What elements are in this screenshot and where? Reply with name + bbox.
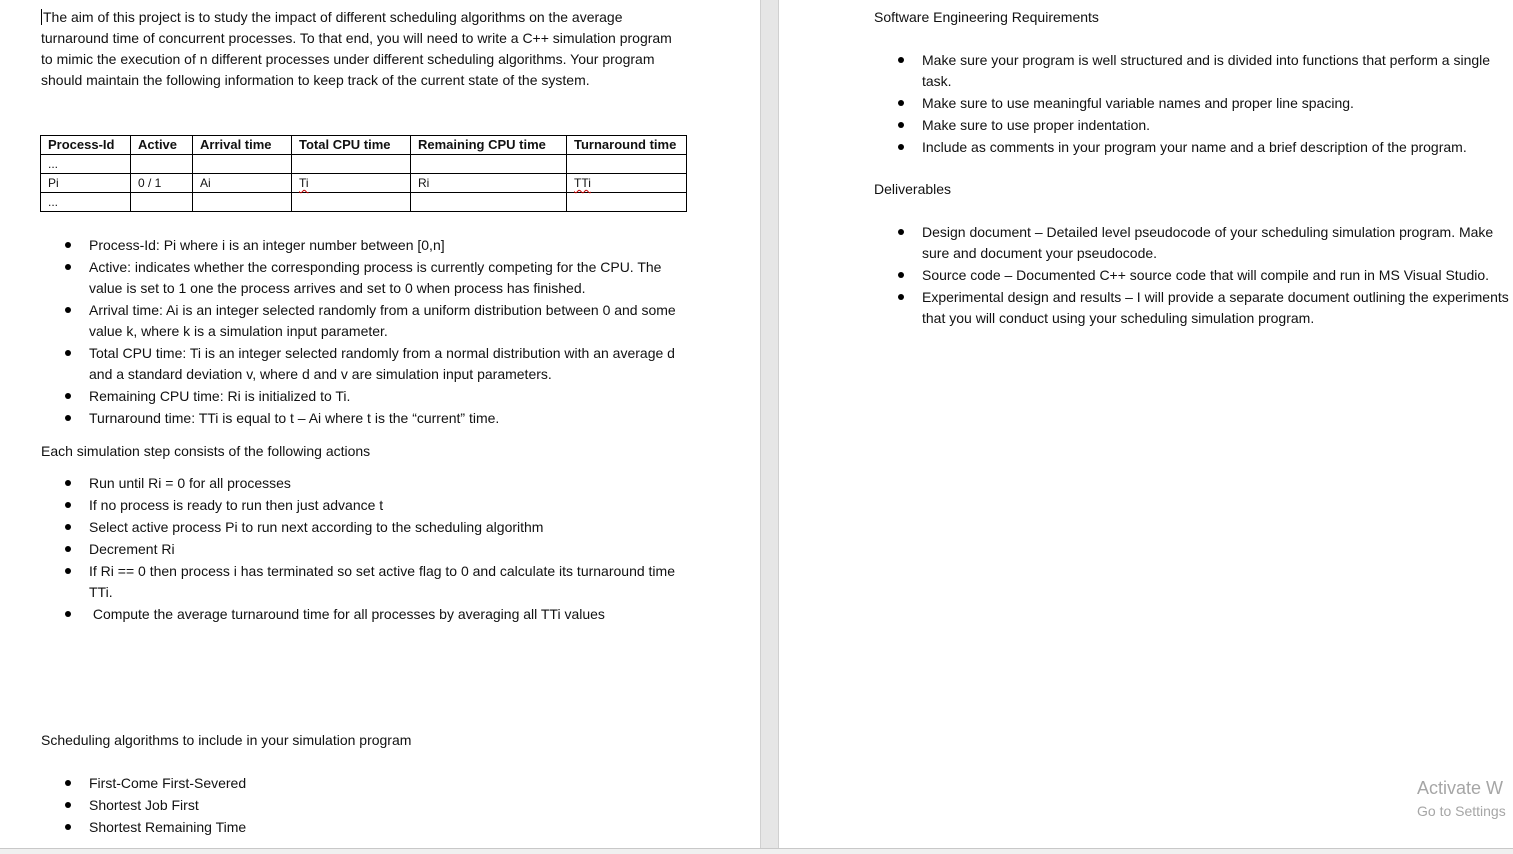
- text-cursor: [41, 9, 42, 25]
- list-item: Run until Ri = 0 for all processes: [41, 473, 681, 494]
- scheduling-algorithms-heading: Scheduling algorithms to include in your simulation program: [41, 732, 412, 748]
- table-row: [41, 174, 687, 193]
- list-item: Total CPU time: Ti is an integer selected randomly from a normal distribution with an average d and a standard deviation v, where d and v are simulation input parameters.: [41, 343, 681, 385]
- table-cell: Ri: [411, 174, 567, 193]
- software-engineering-list: [874, 50, 1513, 159]
- table-cell: Pi: [41, 174, 131, 193]
- list-item: Make sure your program is well structured and is divided into functions that perform a single task.: [874, 50, 1513, 92]
- page-gutter: [760, 0, 779, 848]
- bullet-icon: [65, 524, 71, 530]
- table-header: Active: [131, 136, 193, 155]
- bullet-icon: [65, 546, 71, 552]
- bullet-icon: [65, 611, 71, 617]
- list-item: First-Come First-Severed: [41, 773, 681, 794]
- simulation-step-heading: Each simulation step consists of the following actions: [41, 443, 371, 459]
- table-cell: [193, 193, 292, 212]
- table-cell: [411, 193, 567, 212]
- bullet-icon: [898, 100, 904, 106]
- list-item: Arrival time: Ai is an integer selected randomly from a uniform distribution between 0 and some value k, where k is a simulation input parameter.: [41, 300, 681, 342]
- table-cell: [292, 193, 411, 212]
- table-cell: [292, 155, 411, 174]
- deliverables-list: [874, 222, 1513, 330]
- table-row: [41, 155, 687, 174]
- table-cell: Ti: [292, 174, 411, 193]
- table-row: [41, 193, 687, 212]
- bullet-icon: [65, 393, 71, 399]
- table-header-row: [41, 136, 687, 155]
- bullet-icon: [898, 144, 904, 150]
- table-cell: TTi: [567, 174, 687, 193]
- table-header: Arrival time: [193, 136, 292, 155]
- list-item: Turnaround time: TTi is equal to t – Ai where t is the “current” time.: [41, 408, 681, 429]
- bullet-icon: [65, 350, 71, 356]
- scheduling-algorithm-list: [41, 773, 681, 839]
- table-header: Process-Id: [41, 136, 131, 155]
- table-cell: Ai: [193, 174, 292, 193]
- table-cell: [131, 155, 193, 174]
- table-cell: [411, 155, 567, 174]
- bullet-icon: [65, 307, 71, 313]
- list-item: If no process is ready to run then just advance t: [41, 495, 681, 516]
- list-item: Experimental design and results – I will provide a separate document outlining the experiments that you will conduct using your scheduling simulation program.: [874, 287, 1513, 329]
- intro-paragraph: The aim of this project is to study the impact of different scheduling algorithms on the average turnaround time of concurrent processes. To that end, you will need to write a C++ simulation program to mimic the execution of n different processes under different scheduling algorithms. Your program should maintain the following information to keep track of the current state of the system.: [41, 9, 672, 88]
- bullet-icon: [898, 229, 904, 235]
- table-cell: [131, 193, 193, 212]
- table-cell: ...: [41, 155, 131, 174]
- bullet-icon: [65, 480, 71, 486]
- activate-windows-title: Activate W: [1417, 778, 1504, 798]
- table-header: Turnaround time: [567, 136, 687, 155]
- list-item: Make sure to use meaningful variable names and proper line spacing.: [874, 93, 1513, 114]
- document-page-right[interactable]: [779, 0, 1513, 848]
- bullet-icon: [898, 294, 904, 300]
- bullet-icon: [65, 415, 71, 421]
- bullet-icon: [898, 122, 904, 128]
- list-item: Shortest Job First: [41, 795, 681, 816]
- bullet-icon: [65, 242, 71, 248]
- bullet-icon: [898, 57, 904, 63]
- table-cell: ...: [41, 193, 131, 212]
- list-item: Include as comments in your program your name and a brief description of the program.: [874, 137, 1513, 158]
- bullet-icon: [65, 264, 71, 270]
- table-cell: [567, 193, 687, 212]
- bullet-icon: [65, 502, 71, 508]
- deliverables-heading: Deliverables: [874, 181, 952, 197]
- bullet-icon: [898, 272, 904, 278]
- activate-windows-subtitle: Go to Settings: [1417, 803, 1506, 819]
- list-item: Source code – Documented C++ source code that will compile and run in MS Visual Studio.: [874, 265, 1513, 286]
- status-bar: [0, 848, 1513, 854]
- document-page-left[interactable]: [0, 0, 760, 848]
- bullet-icon: [65, 802, 71, 808]
- table-cell: [567, 155, 687, 174]
- field-description-list: [41, 235, 681, 430]
- simulation-step-list: [41, 473, 681, 626]
- list-item: Compute the average turnaround time for all processes by averaging all TTi values: [41, 604, 681, 625]
- list-item: Design document – Detailed level pseudocode of your scheduling simulation program. Make sure and document your pseudocode.: [874, 222, 1513, 264]
- list-item: Remaining CPU time: Ri is initialized to Ti.: [41, 386, 681, 407]
- list-item: Decrement Ri: [41, 539, 681, 560]
- bullet-icon: [65, 824, 71, 830]
- table-header: Remaining CPU time: [411, 136, 567, 155]
- list-item: Process-Id: Pi where i is an integer number between [0,n]: [41, 235, 681, 256]
- software-engineering-heading: Software Engineering Requirements: [874, 9, 1099, 25]
- table-header: Total CPU time: [292, 136, 411, 155]
- list-item: Shortest Remaining Time: [41, 817, 681, 838]
- list-item: Select active process Pi to run next according to the scheduling algorithm: [41, 517, 681, 538]
- activate-windows-watermark: [1417, 776, 1513, 822]
- list-item: Make sure to use proper indentation.: [874, 115, 1513, 136]
- table-cell: [193, 155, 292, 174]
- process-state-table: [40, 135, 687, 212]
- bullet-icon: [65, 780, 71, 786]
- bullet-icon: [65, 568, 71, 574]
- table-cell: 0 / 1: [131, 174, 193, 193]
- list-item: If Ri == 0 then process i has terminated so set active flag to 0 and calculate its turnaround time TTi.: [41, 561, 681, 603]
- list-item: Active: indicates whether the corresponding process is currently competing for the CPU. The value is set to 1 one the process arrives and set to 0 when process has finished.: [41, 257, 681, 299]
